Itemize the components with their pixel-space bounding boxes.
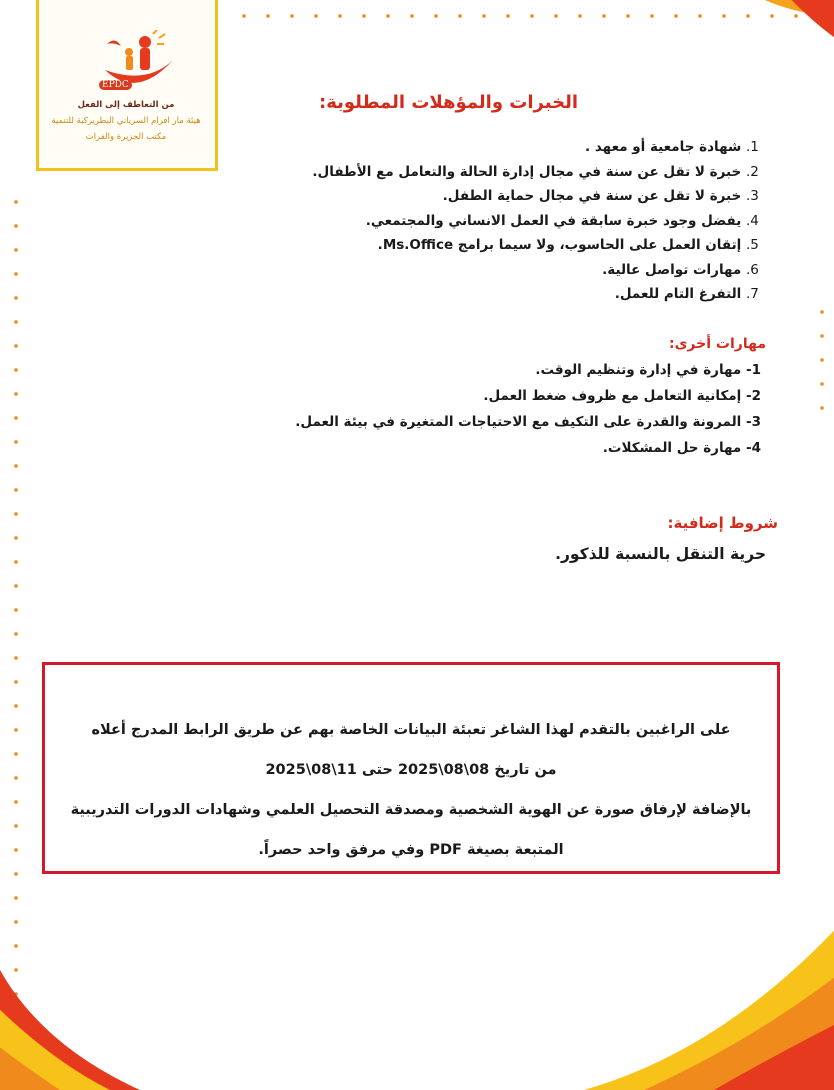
list-item: 5. إتقان العمل على الحاسوب، ولا سيما برامج Ms.Office. <box>377 237 759 253</box>
corner-swoosh-top-right <box>674 0 834 120</box>
list-item: 1. شهادة جامعية أو معهد . <box>585 139 759 155</box>
corner-swoosh-bottom-left <box>0 890 250 1090</box>
list-item: 4. يفضل وجود خبرة سابقة في العمل الانساني والمجتمعي. <box>365 212 759 229</box>
qualifications-list <box>208 135 768 307</box>
decorative-dots-right <box>820 300 824 430</box>
corner-swoosh-bottom-right <box>544 880 834 1090</box>
notice-line-instructions: على الراغبين بالتقدم لهذا الشاغر تعبئة البيانات الخاصة بهم عن طريق الرابط المدرج أعلاه <box>91 722 731 738</box>
list-item: 2. خبرة لا تقل عن سنة في مجال إدارة الحالة والتعامل مع الأطفال. <box>312 163 759 180</box>
list-item: 4- مهارة حل المشكلات. <box>602 440 762 456</box>
list-item: 3. خبرة لا تقل عن سنة في مجال حماية الطفل. <box>442 188 759 204</box>
list-item: 1- مهارة في إدارة وتنظيم الوقت. <box>535 362 762 378</box>
list-item: 3- المرونة والقدرة على التكيف مع الاحتياجات المتغيرة في بيئة العمل. <box>295 414 762 430</box>
logo-tagline: من التعاطف إلى الفعل <box>77 100 175 110</box>
notice-line-format: المتبعة بصيغة PDF وفي مرفق واحد حصراً. <box>258 842 564 858</box>
logo-org-name: هيئة مار افرام السرياني البطريركية للتنمية <box>51 116 201 126</box>
list-item: 6. مهارات تواصل عالية. <box>602 261 759 278</box>
qualifications-heading: الخبرات والمؤهلات المطلوبة: <box>319 92 578 113</box>
other-skills-list <box>208 357 768 461</box>
logo-abbreviation: EPDC <box>99 80 132 90</box>
other-skills-heading: مهارات أخرى: <box>669 336 766 352</box>
organization-logo <box>36 0 218 171</box>
list-item: 7. التفرغ التام للعمل. <box>614 286 759 302</box>
notice-line-attachments: بالإضافة لإرفاق صورة عن الهوية الشخصية ومصدقة التحصيل العلمي وشهادات الدورات التدريبية <box>70 802 752 818</box>
application-notice-box <box>42 662 780 874</box>
list-item: 2- إمكانية التعامل مع ظروف ضغط العمل. <box>483 388 762 404</box>
notice-line-dates: من تاريخ 08\08\2025 حتى 11\08\2025 <box>265 762 557 778</box>
conditions-heading: شروط إضافية: <box>667 514 778 532</box>
logo-office-name: مكتب الجزيرة والفرات <box>85 132 167 142</box>
conditions-text: حرية التنقل بالنسبة للذكور. <box>555 545 766 563</box>
